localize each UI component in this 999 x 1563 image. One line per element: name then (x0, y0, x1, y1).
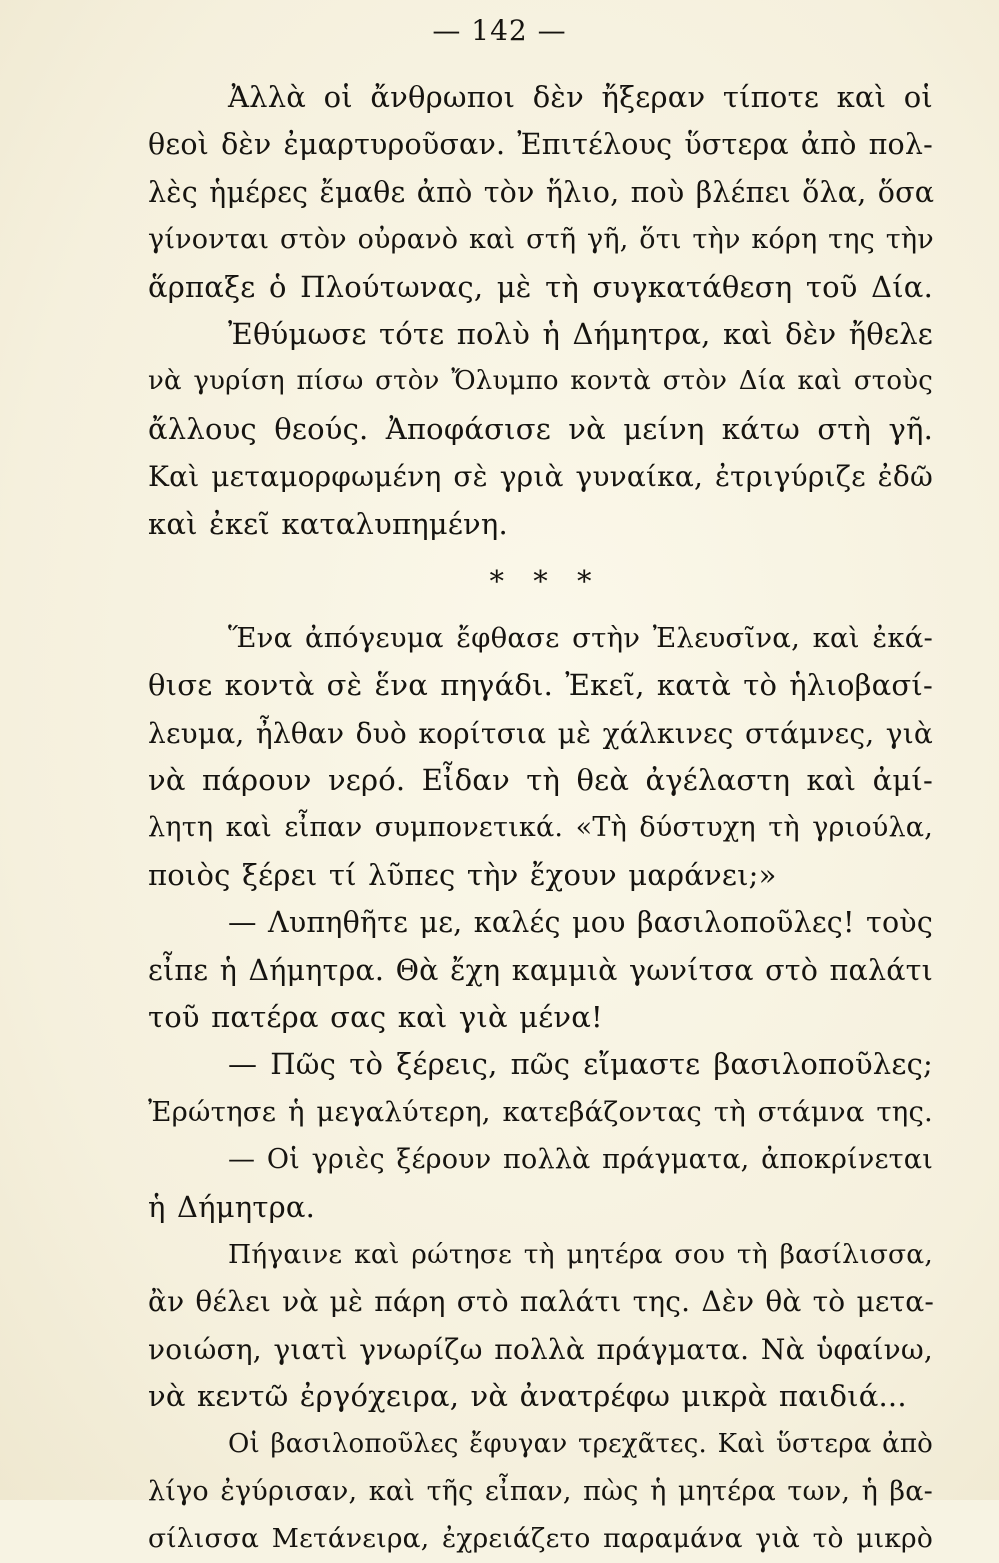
text-line: γίνονται στὸν οὐρανὸ καὶ στῆ γῆ, ὅτι τὴν κόρη της τὴν (148, 224, 934, 256)
text-line: καὶ ἐκεῖ καταλυπημένη. (148, 506, 508, 541)
text-line: νὰ κεντῶ ἐργόχειρα, νὰ ἀνατρέφω μικρὰ παιδιά... (148, 1379, 907, 1414)
page-number: — 142 — (432, 14, 567, 47)
text-line: λευμα, ἦλθαν δυὸ κορίτσια μὲ χάλκινες στάμνες, γιὰ (148, 716, 933, 750)
paragraph-4 (148, 1421, 933, 1563)
page-text (148, 74, 933, 1563)
text-line: λίγο ἐγύρισαν, καὶ τῆς εἶπαν, πὼς ἡ μητέρα των, ἡ βα- (148, 1475, 933, 1507)
text-line: — Πῶς τὸ ξέρεις, πῶς εἴμαστε βασιλοποῦλες; (228, 1047, 933, 1082)
text-line: τοῦ πατέρα σας καὶ γιὰ μένα! (148, 1000, 603, 1035)
section-separator: * * * (489, 563, 602, 598)
text-line: ποιὸς ξέρει τί λῦπες τὴν ἔχουν μαράνει;» (148, 857, 777, 892)
text-line: — Οἱ γριὲς ξέρουν πολλὰ πράγματα, ἀποκρίνεται (228, 1144, 933, 1176)
text-line: Ἐθύμωσε τότε πολὺ ἡ Δήμητρα, καὶ δὲν ἤθελε (228, 316, 933, 351)
text-line: Ἀλλὰ οἱ ἄνθρωποι δὲν ἤξεραν τίποτε καὶ οἱ (228, 80, 933, 114)
text-line: Πήγαινε καὶ ρώτησε τὴ μητέρα σου τὴ βασίλισσα, (228, 1238, 933, 1270)
paragraph-2 (148, 615, 933, 899)
text-line: θισε κοντὰ σὲ ἕνα πηγάδι. Ἐκεῖ, κατὰ τὸ ἡλιοβασί- (148, 668, 933, 703)
text-line: Ἕνα ἀπόγευμα ἔφθασε στὴν Ἐλευσῖνα, καὶ ἐκά- (228, 621, 933, 654)
text-line: — Λυπηθῆτε με, καλές μου βασιλοποῦλες! τοὺς (228, 906, 933, 940)
paragraph-1 (148, 74, 933, 548)
dialog-2 (148, 1041, 933, 1136)
text-line: λὲς ἡμέρες ἔμαθε ἀπὸ τὸν ἥλιο, ποὺ βλέπει ὅλα, ὅσα (148, 175, 935, 209)
dialog-3 (148, 1136, 933, 1231)
text-line: νοιώση, γιατὶ γνωρίζω πολλὰ πράγματα. Νὰ ὑφαίνω, (148, 1332, 933, 1366)
text-line: Ἐρώτησε ἡ μεγαλύτερη, κατεβάζοντας τὴ στάμνα της. (148, 1095, 933, 1128)
text-line: λητη καὶ εἶπαν συμπονετικά. «Τὴ δύστυχη τὴ γριούλα, (148, 812, 933, 844)
text-line: θεοὶ δὲν ἐμαρτυροῦσαν. Ἐπιτέλους ὕστερα ἀπὸ πολ- (148, 128, 933, 162)
text-line: ἅρπαξε ὁ Πλούτωνας, μὲ τὴ συγκατάθεση τοῦ Δία. (148, 269, 933, 304)
text-line: ἡ Δήμητρα. (148, 1189, 316, 1224)
dialog-1 (148, 899, 933, 1041)
text-line: νὰ γυρίση πίσω στὸν Ὄλυμπο κοντὰ στὸν Δία καὶ στοὺς (148, 366, 933, 397)
text-line: νὰ πάρουν νερό. Εἶδαν τὴ θεὰ ἀγέλαστη καὶ ἀμί- (148, 763, 933, 798)
text-line: Καὶ μεταμορφωμένη σὲ γριὰ γυναίκα, ἐτριγύριζε ἐδῶ (148, 460, 933, 494)
text-line: σίλισσα Μετάνειρα, ἐχρειάζετο παραμάνα γιὰ τὸ μικρὸ (148, 1523, 933, 1555)
paragraph-3 (148, 1231, 933, 1421)
text-line: ἂν θέλει νὰ μὲ πάρη στὸ παλάτι της. Δὲν θὰ τὸ μετα- (148, 1285, 935, 1319)
text-line: Οἱ βασιλοποῦλες ἔφυγαν τρεχᾶτες. Καὶ ὕστερα ἀπὸ (228, 1428, 933, 1459)
text-line: ἄλλους θεούς. Ἀποφάσισε νὰ μείνη κάτω στὴ γῆ. (148, 411, 933, 446)
text-line: εἶπε ἡ Δήμητρα. Θὰ ἔχη καμμιὰ γωνίτσα στὸ παλάτι (148, 953, 933, 987)
